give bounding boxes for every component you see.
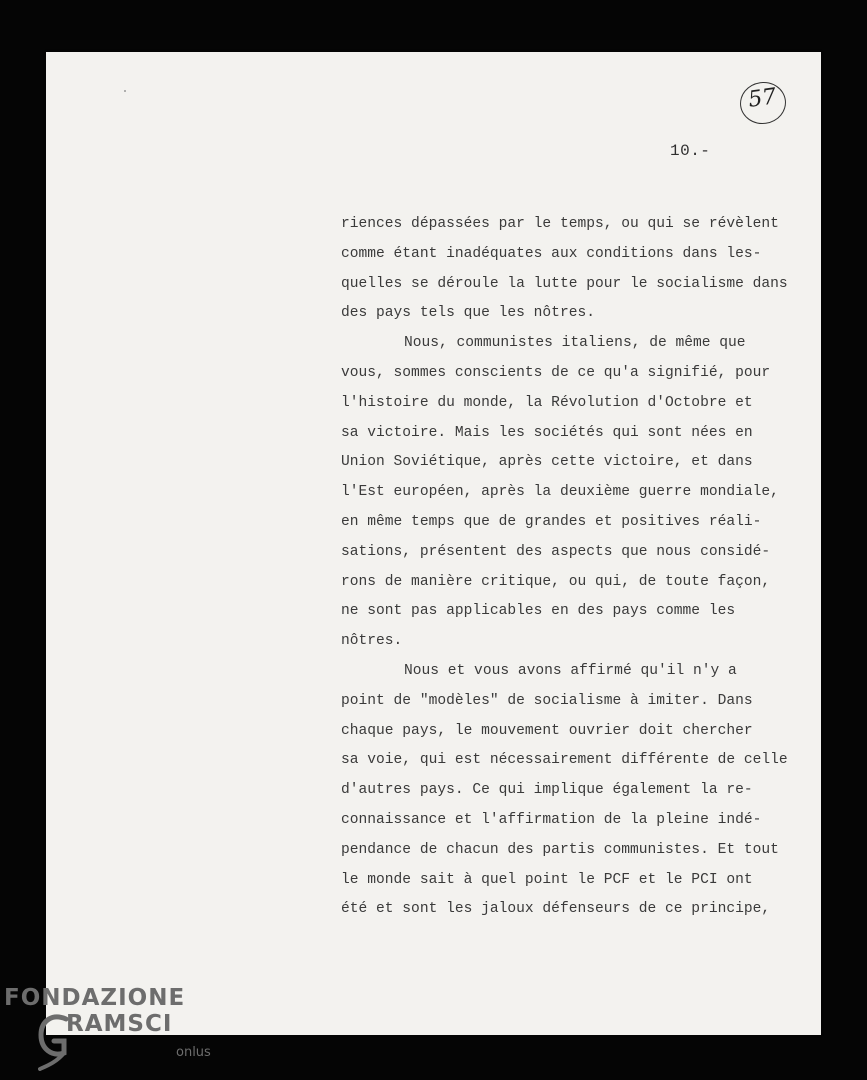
text-line: le monde sait à quel point le PCF et le PCI ont (341, 871, 753, 888)
watermark-line-2: RAMSCI (66, 1011, 173, 1037)
text-line: nôtres. (341, 633, 403, 650)
text-line: d'autres pays. Ce qui implique également la re- (341, 782, 753, 799)
text-line: riences dépassées par le temps, ou qui se révèlent (341, 216, 779, 232)
text-line: ne sont pas applicables en des pays comme les (341, 603, 736, 620)
watermark-line-3: onlus (176, 1045, 211, 1060)
watermark-line-1: FONDAZIONE (4, 985, 186, 1011)
text-line: l'histoire du monde, la Révolution d'Octobre et (341, 394, 753, 411)
text-line: Nous, communistes italiens, de même que (404, 335, 746, 352)
text-line: vous, sommes conscients de ce qu'a signifié, pour (341, 364, 771, 381)
text-line: Union Soviétique, après cette victoire, et dans (341, 454, 753, 471)
text-line: sations, présentent des aspects que nous considé- (341, 543, 771, 560)
text-line: des pays tels que les nôtres. (341, 305, 595, 322)
text-line: l'Est européen, après la deuxième guerre mondiale, (341, 484, 779, 501)
text-line: point de "modèles" de socialisme à imiter. Dans (341, 692, 753, 709)
page-number: 10.- (670, 142, 711, 160)
archive-watermark (4, 985, 224, 1080)
text-line: quelles se déroule la lutte pour le socialisme dans (341, 275, 788, 292)
text-line: chaque pays, le mouvement ouvrier doit chercher (341, 722, 753, 739)
document-page (46, 52, 821, 1035)
paper-speck (124, 90, 126, 92)
text-line: pendance de chacun des partis communistes. Et tout (341, 841, 779, 858)
body-text (341, 210, 811, 925)
text-line: sa victoire. Mais les sociétés qui sont nées en (341, 424, 753, 441)
folio-stamp (737, 79, 788, 127)
text-line: connaissance et l'affirmation de la pleine indé- (341, 811, 762, 828)
text-line: comme étant inadéquates aux conditions dans les- (341, 245, 762, 262)
text-line: en même temps que de grandes et positives réali- (341, 513, 762, 530)
text-line: Nous et vous avons affirmé qu'il n'y a (404, 662, 737, 679)
text-line: rons de manière critique, ou qui, de toute façon, (341, 573, 771, 590)
folio-number: 57 (746, 84, 778, 113)
text-line: été et sont les jaloux défenseurs de ce principe, (341, 901, 771, 918)
text-line: sa voie, qui est nécessairement différente de celle (341, 752, 788, 769)
